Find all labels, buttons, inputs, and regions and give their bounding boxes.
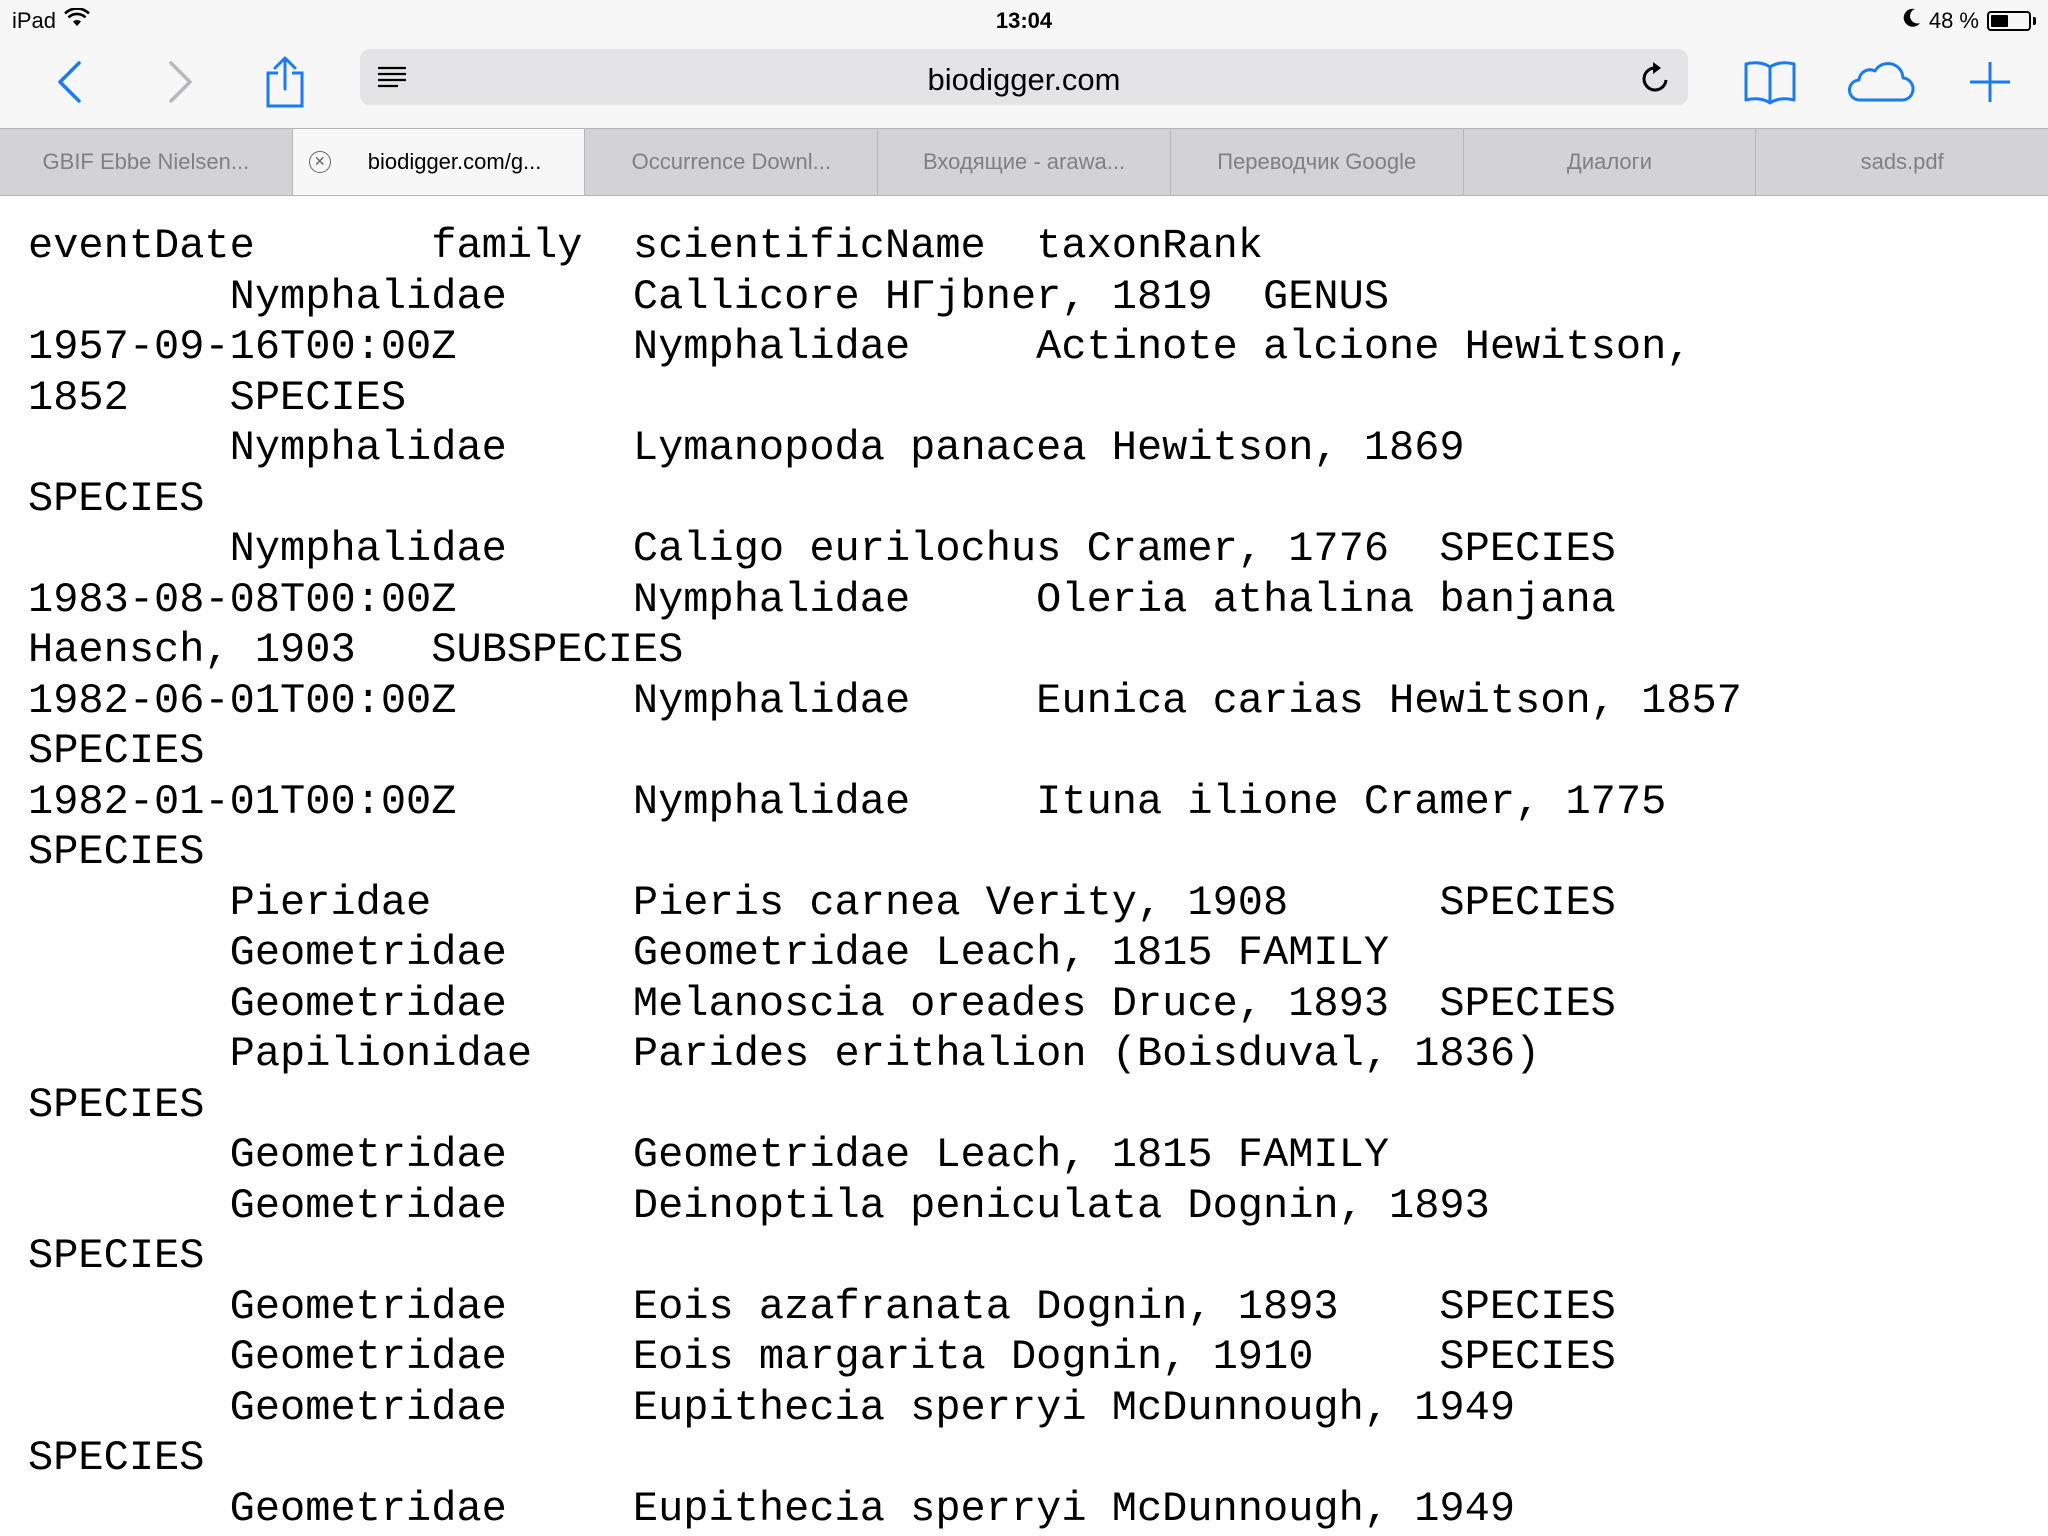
bookmarks-book-icon	[1743, 59, 1797, 110]
tab-label: Диалоги	[1566, 149, 1652, 174]
new-tab-button[interactable]	[1955, 40, 2025, 128]
close-icon[interactable]: ✕	[309, 151, 331, 173]
share-icon	[263, 55, 307, 114]
tab-occurrence-download[interactable]	[585, 129, 878, 195]
battery-percent: 48 %	[1928, 8, 1979, 33]
tab-sads-pdf[interactable]	[1756, 129, 2048, 195]
tab-bar	[0, 128, 2048, 196]
tab-label: Occurrence Downl...	[631, 149, 831, 174]
device-name: iPad	[12, 8, 57, 33]
battery-icon	[1987, 11, 2031, 31]
chevron-left-icon	[55, 60, 85, 109]
tab-gbif[interactable]	[0, 129, 293, 195]
browser-toolbar	[0, 40, 2048, 128]
chevron-right-icon	[165, 60, 195, 109]
moon-icon	[1903, 8, 1921, 34]
tab-inbox[interactable]	[878, 129, 1171, 195]
web-content[interactable]	[0, 195, 2048, 1536]
bookmarks-button[interactable]	[1740, 40, 1800, 128]
cloud-tabs-button[interactable]	[1840, 40, 1920, 128]
tab-label: sads.pdf	[1860, 149, 1944, 174]
back-button[interactable]	[40, 40, 100, 128]
share-button[interactable]	[255, 40, 315, 128]
url-text[interactable]: biodigger.com	[927, 62, 1121, 97]
tab-google-translate[interactable]	[1171, 129, 1464, 195]
tab-dialogs[interactable]	[1464, 129, 1757, 195]
tab-label: GBIF Ebbe Nielsen...	[42, 149, 250, 174]
tab-label: Входящие - arawa...	[922, 149, 1126, 174]
cloud-tabs-icon	[1845, 60, 1915, 109]
plus-icon	[1968, 60, 2012, 109]
plain-text-document: eventDate family scientificName taxonRank Nymphalidae Callicore HΓjbner, 1819 GENUS 1957-09-16T00:00Z Nymphalidae Actinote alcione Hewitson, 1852 SPECIES Nymphalidae Lymanopoda panacea Hewitson, 1869 SPECIES Nymphalidae Caligo eurilochus Cramer, 1776 SPECIES 1983-08-08T00:00Z Nymphalidae Oleria athalina banjana Haensch, 1903 SUBSPECIES 1982-06-01T00:00Z Nymphalidae Eunica carias Hewitson, 1857 SPECIES 1982-01-01T00:00Z Nymphalidae Ituna ilione Cramer, 1775 SPECIES Pieridae Pieris carnea Verity, 1908 SPECIES Geometridae Geometridae Leach, 1815 FAMILY Geometridae Melanoscia oreades Druce, 1893 SPECIES Papilionidae Parides erithalion (Boisduval, 1836) SPECIES Geometridae Geometridae Leach, 1815 FAMILY Geometridae Deinoptila peniculata Dognin, 1893 SPECIES Geometridae Eois azafranata Dognin, 1893 SPECIES Geometridae Eois margarita Dognin, 1910 SPECIES Geometridae Eupithecia sperryi McDunnough, 1949 SPECIES Geometridae Eupithecia sperryi McDunnough, 1949	[28, 222, 1742, 1533]
address-bar[interactable]	[360, 49, 1688, 105]
tab-label: biodigger.com/g...	[367, 149, 542, 174]
tab-biodigger[interactable]	[293, 129, 586, 195]
battery-level	[1991, 15, 2008, 27]
status-bar	[0, 0, 2048, 40]
battery-tip	[2033, 17, 2036, 25]
tab-label: Переводчик Google	[1217, 149, 1417, 174]
status-right	[1903, 8, 2036, 34]
forward-button[interactable]	[150, 40, 210, 128]
status-time: 13:04	[995, 8, 1053, 33]
reload-icon[interactable]	[1640, 61, 1672, 100]
